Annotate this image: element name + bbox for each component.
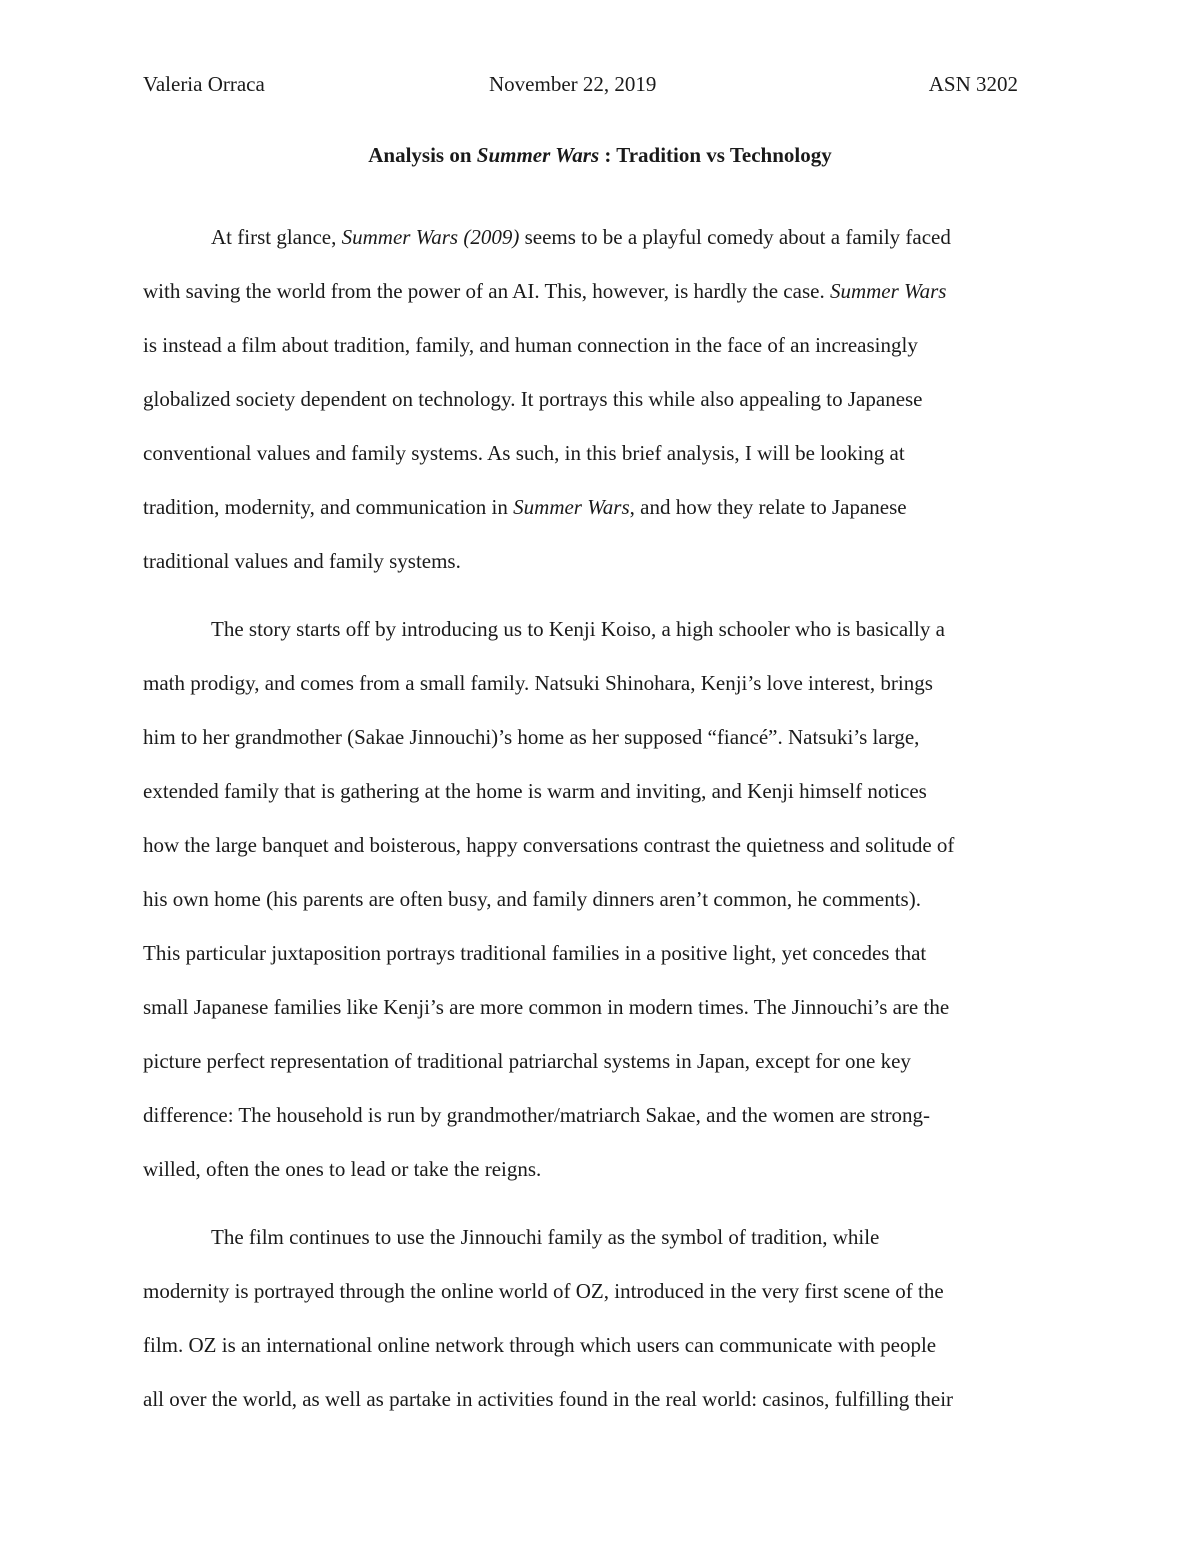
text-line bbox=[143, 764, 1058, 818]
title-film-name: Summer Wars bbox=[476, 143, 600, 167]
text-run: him to her grandmother (Sakae Jinnouchi)’s home as her supposed “fiancé”. Natsuki’s large, bbox=[143, 725, 920, 749]
text-run: picture perfect representation of traditional patriarchal systems in Japan, except for one key bbox=[143, 1049, 911, 1073]
italic-text: Summer Wars (2009) bbox=[341, 225, 520, 249]
italic-text: Summer Wars bbox=[513, 495, 630, 519]
text-run: math prodigy, and comes from a small family. Natsuki Shinohara, Kenji’s love interest, brings bbox=[143, 671, 933, 695]
text-run: seems to be a playful comedy about a family faced bbox=[519, 225, 951, 249]
header-date: November 22, 2019 bbox=[489, 72, 657, 96]
italic-text: Summer Wars bbox=[829, 279, 947, 303]
text-line bbox=[143, 980, 1058, 1034]
text-run: modernity is portrayed through the online world of OZ, introduced in the very first scene of the bbox=[143, 1279, 944, 1303]
text-run: conventional values and family systems. As such, in this brief analysis, I will be looking at bbox=[143, 441, 905, 465]
title-prefix: Analysis on bbox=[368, 143, 477, 167]
title-suffix: : Tradition vs Technology bbox=[599, 143, 832, 167]
text-line bbox=[143, 656, 1058, 710]
page-header bbox=[143, 72, 1018, 102]
text-line bbox=[143, 372, 1058, 426]
text-run: all over the world, as well as partake in activities found in the real world: casinos, fulfilling their bbox=[143, 1387, 954, 1411]
text-line bbox=[143, 426, 1058, 480]
document-title bbox=[0, 143, 1200, 168]
text-run: willed, often the ones to lead or take the reigns. bbox=[143, 1157, 542, 1181]
text-line bbox=[143, 1264, 1058, 1318]
text-run: , and how they relate to Japanese bbox=[629, 495, 907, 519]
text-line bbox=[143, 710, 1058, 764]
paragraph bbox=[143, 1210, 1058, 1426]
text-line bbox=[143, 480, 1058, 534]
text-line bbox=[143, 210, 1058, 264]
text-line bbox=[143, 1318, 1058, 1372]
text-run: difference: The household is run by grandmother/matriarch Sakae, and the women are strong- bbox=[143, 1103, 931, 1127]
text-run: traditional values and family systems. bbox=[143, 549, 461, 573]
paragraph bbox=[143, 602, 1058, 1196]
text-line bbox=[143, 534, 1058, 588]
text-run: how the large banquet and boisterous, happy conversations contrast the quietness and solitude of bbox=[143, 833, 955, 857]
text-line bbox=[143, 1372, 1058, 1426]
text-run: with saving the world from the power of an AI. This, however, is hardly the case. bbox=[143, 279, 830, 303]
text-run: his own home (his parents are often busy, and family dinners aren’t common, he comments). bbox=[143, 887, 921, 911]
text-run: extended family that is gathering at the home is warm and inviting, and Kenji himself notices bbox=[143, 779, 927, 803]
text-line bbox=[143, 602, 1058, 656]
text-line bbox=[143, 1142, 1058, 1196]
text-line bbox=[143, 264, 1058, 318]
text-line bbox=[143, 872, 1058, 926]
text-run: The film continues to use the Jinnouchi family as the symbol of tradition, while bbox=[211, 1225, 880, 1249]
header-course: ASN 3202 bbox=[928, 72, 1018, 96]
paragraph bbox=[143, 210, 1058, 588]
text-line bbox=[143, 318, 1058, 372]
text-run: small Japanese families like Kenji’s are more common in modern times. The Jinnouchi’s are the bbox=[143, 995, 950, 1019]
text-run: globalized society dependent on technology. It portrays this while also appealing to Japanese bbox=[143, 387, 923, 411]
text-run: film. OZ is an international online network through which users can communicate with people bbox=[143, 1333, 937, 1357]
document-body bbox=[143, 210, 1058, 1426]
text-line bbox=[143, 818, 1058, 872]
text-run: This particular juxtaposition portrays traditional families in a positive light, yet concedes that bbox=[143, 941, 927, 965]
text-run: At first glance, bbox=[211, 225, 342, 249]
text-line bbox=[143, 1210, 1058, 1264]
text-line bbox=[143, 1034, 1058, 1088]
text-run: The story starts off by introducing us to Kenji Koiso, a high schooler who is basically a bbox=[211, 617, 945, 641]
text-line bbox=[143, 1088, 1058, 1142]
text-run: tradition, modernity, and communication in bbox=[143, 495, 514, 519]
text-line bbox=[143, 926, 1058, 980]
header-author: Valeria Orraca bbox=[143, 72, 265, 96]
text-run: is instead a film about tradition, family, and human connection in the face of an increasingly bbox=[143, 333, 918, 357]
